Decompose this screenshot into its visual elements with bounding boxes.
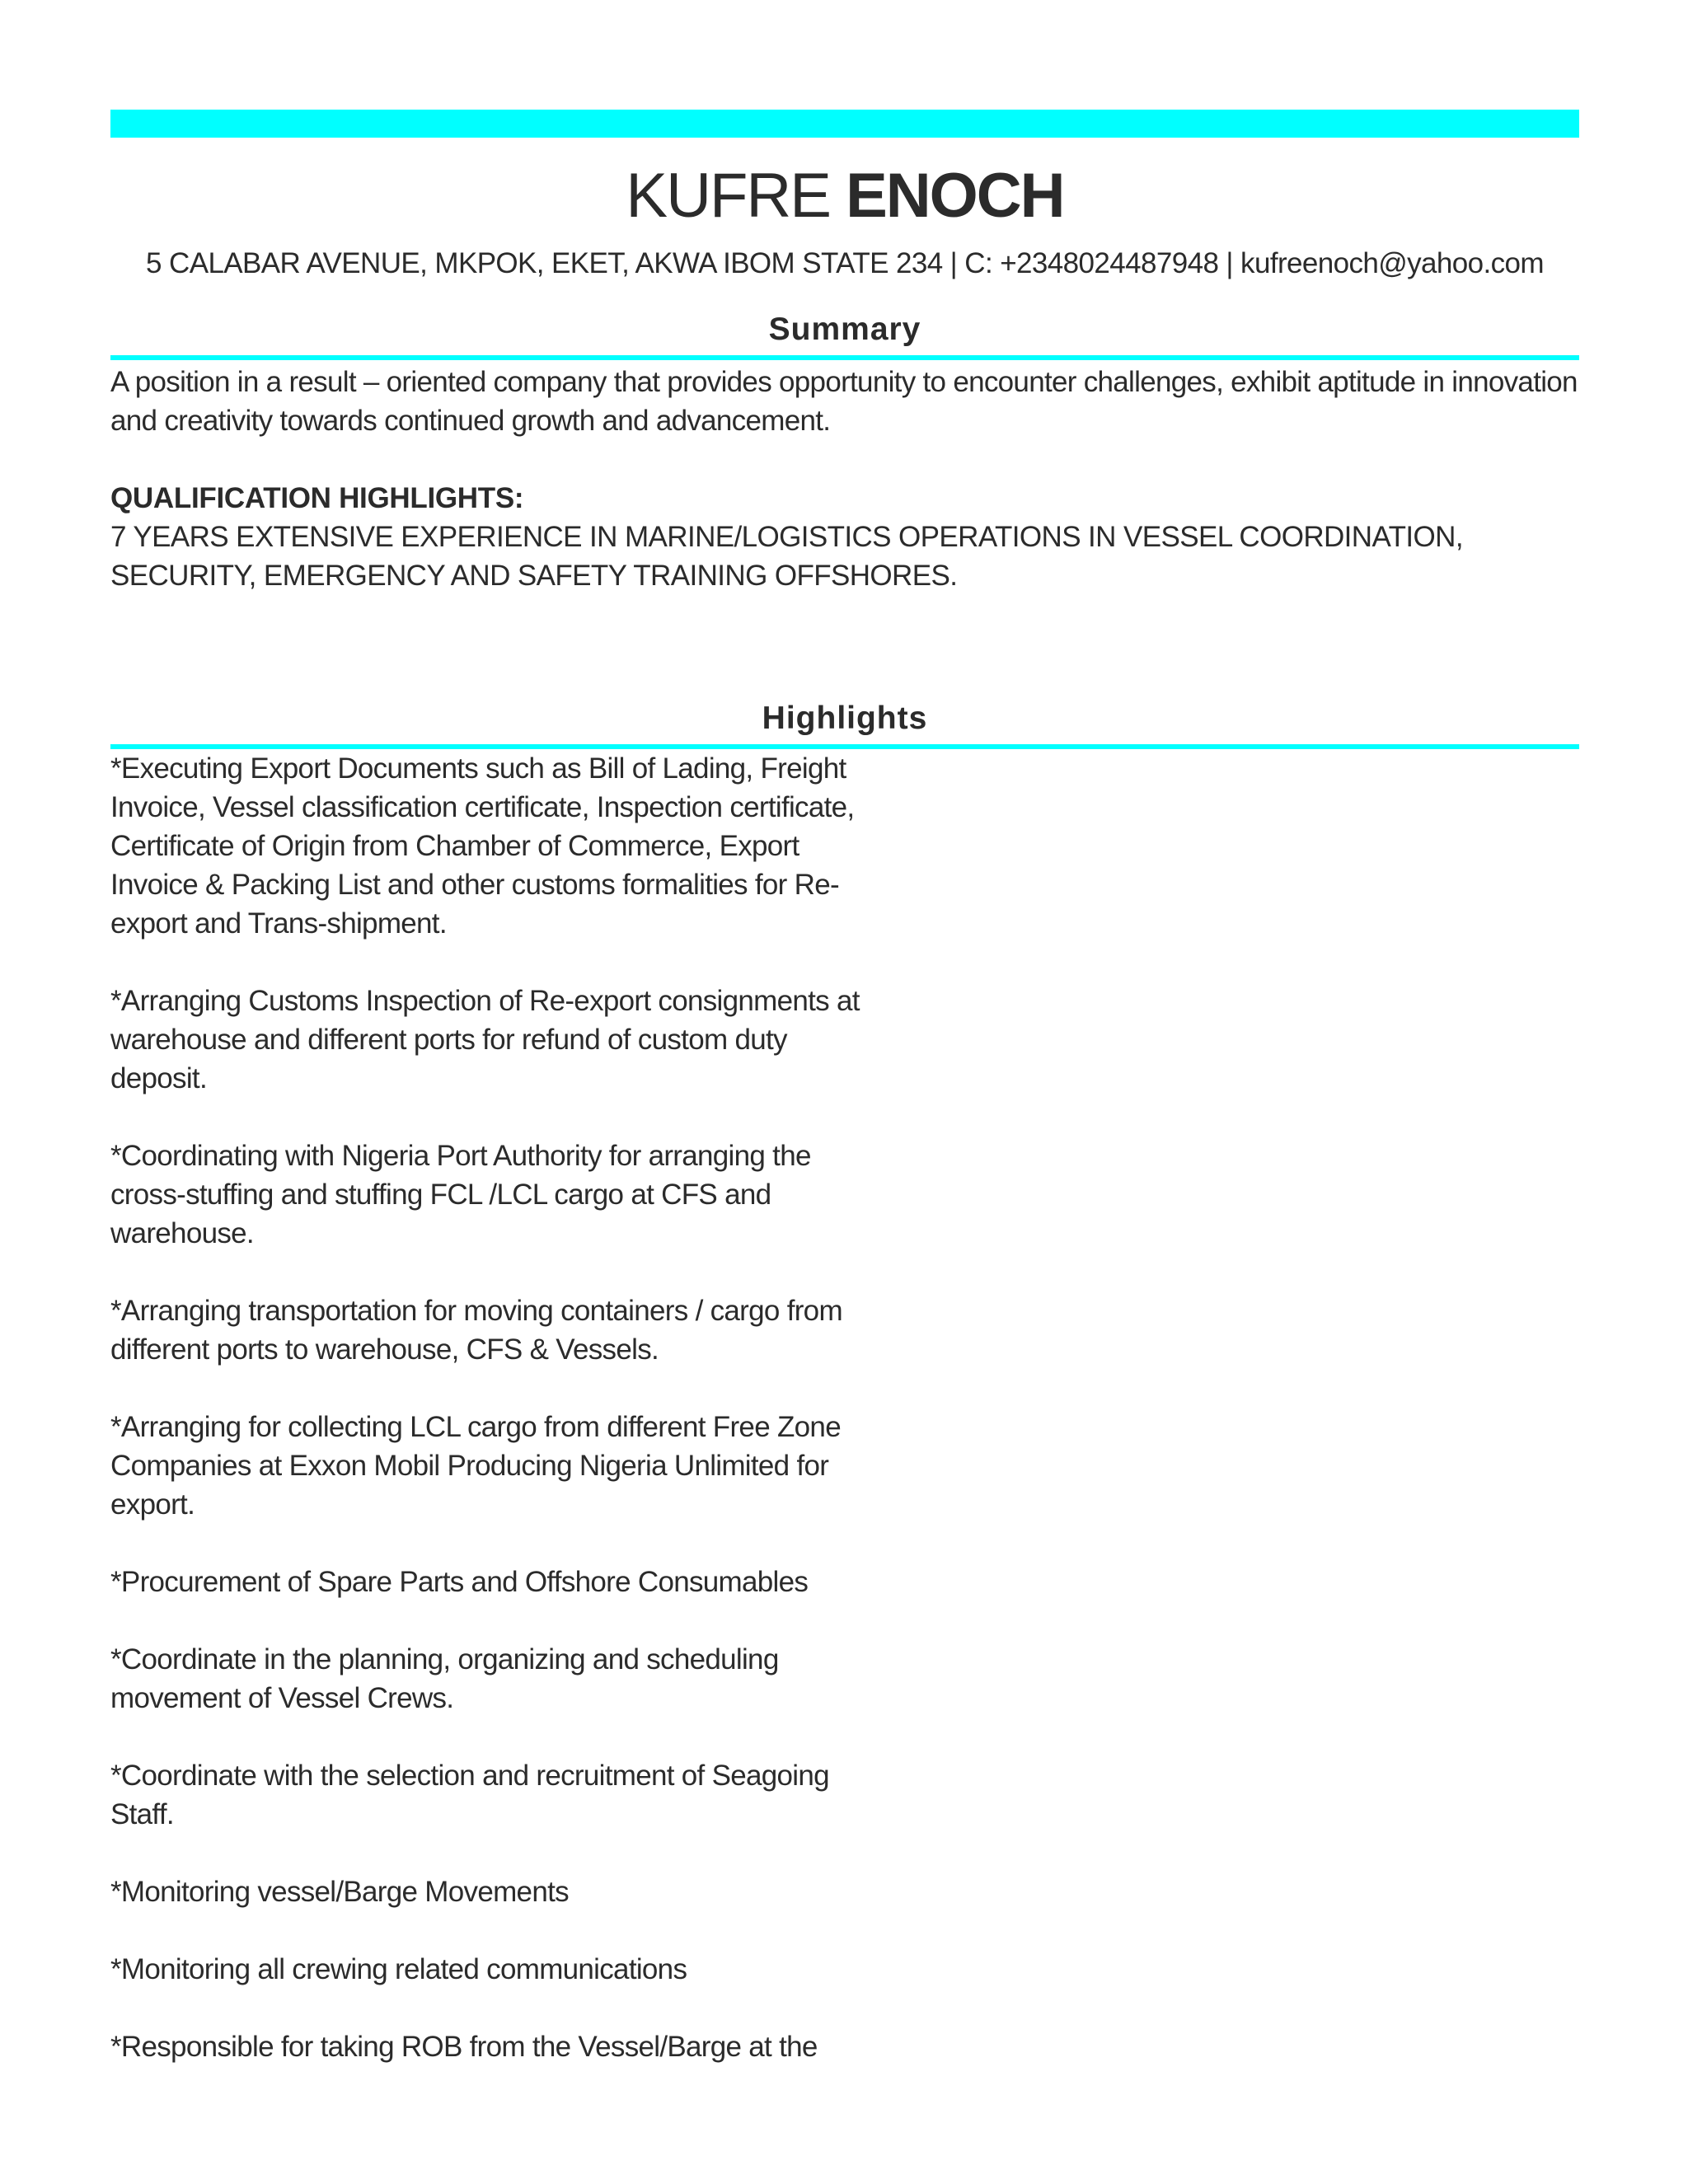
- last-name: ENOCH: [846, 161, 1064, 231]
- highlight-item: *Coordinate with the selection and recruitment of Seagoing Staff.: [110, 1760, 829, 1830]
- header-accent-bar: [110, 110, 1579, 138]
- resume-page: [110, 0, 1579, 2184]
- highlight-item: *Monitoring all crewing related communications: [110, 1953, 687, 1985]
- summary-heading: Summary: [768, 312, 921, 347]
- qualification-text: 7 YEARS EXTENSIVE EXPERIENCE IN MARINE/LOGISTICS OPERATIONS IN VESSEL COORDINATION, SECURITY, EMERGENCY AND SAFETY TRAINING OFFSHORES.: [110, 521, 1463, 592]
- highlight-item: *Executing Export Documents such as Bill of Lading, Freight Invoice, Vessel classification certificate, Inspection certificate, Certificate of Origin from Chamber of Commerce, Export Invoice & Packing List and other customs formalities for Re-export and Trans-shipment.: [110, 752, 855, 940]
- highlight-item: *Coordinate in the planning, organizing and scheduling movement of Vessel Crews.: [110, 1643, 779, 1714]
- highlight-item: *Arranging for collecting LCL cargo from different Free Zone Companies at Exxon Mobil Producing Nigeria Unlimited for export.: [110, 1411, 841, 1521]
- highlight-item: *Coordinating with Nigeria Port Authority for arranging the cross-stuffing and stuffing FCL /LCL cargo at CFS and warehouse.: [110, 1140, 811, 1249]
- candidate-name: [110, 157, 1579, 236]
- summary-text: A position in a result – oriented company that provides opportunity to encounter challenges, exhibit aptitude in innovation and creativity towards continued growth and advancement.: [110, 366, 1578, 437]
- highlight-item: *Arranging Customs Inspection of Re-export consignments at warehouse and different ports for refund of custom duty deposit.: [110, 985, 860, 1094]
- highlight-item: *Procurement of Spare Parts and Offshore Consumables: [110, 1566, 809, 1598]
- highlight-item: *Monitoring vessel/Barge Movements: [110, 1876, 569, 1908]
- contact-line: 5 CALABAR AVENUE, MKPOK, EKET, AKWA IBOM STATE 234 | C: +2348024487948 | kufreenoch@yahoo.com: [146, 247, 1544, 279]
- highlights-heading: Highlights: [762, 701, 928, 736]
- qualification-heading: QUALIFICATION HIGHLIGHTS:: [110, 482, 524, 514]
- highlight-item: *Arranging transportation for moving containers / cargo from different ports to warehouse, CFS & Vessels.: [110, 1295, 842, 1366]
- first-name: KUFRE: [626, 161, 830, 231]
- summary-divider: [110, 355, 1579, 360]
- highlights-list: [110, 749, 869, 2105]
- highlight-item: *Responsible for taking ROB from the Vessel/Barge at the: [110, 2031, 818, 2063]
